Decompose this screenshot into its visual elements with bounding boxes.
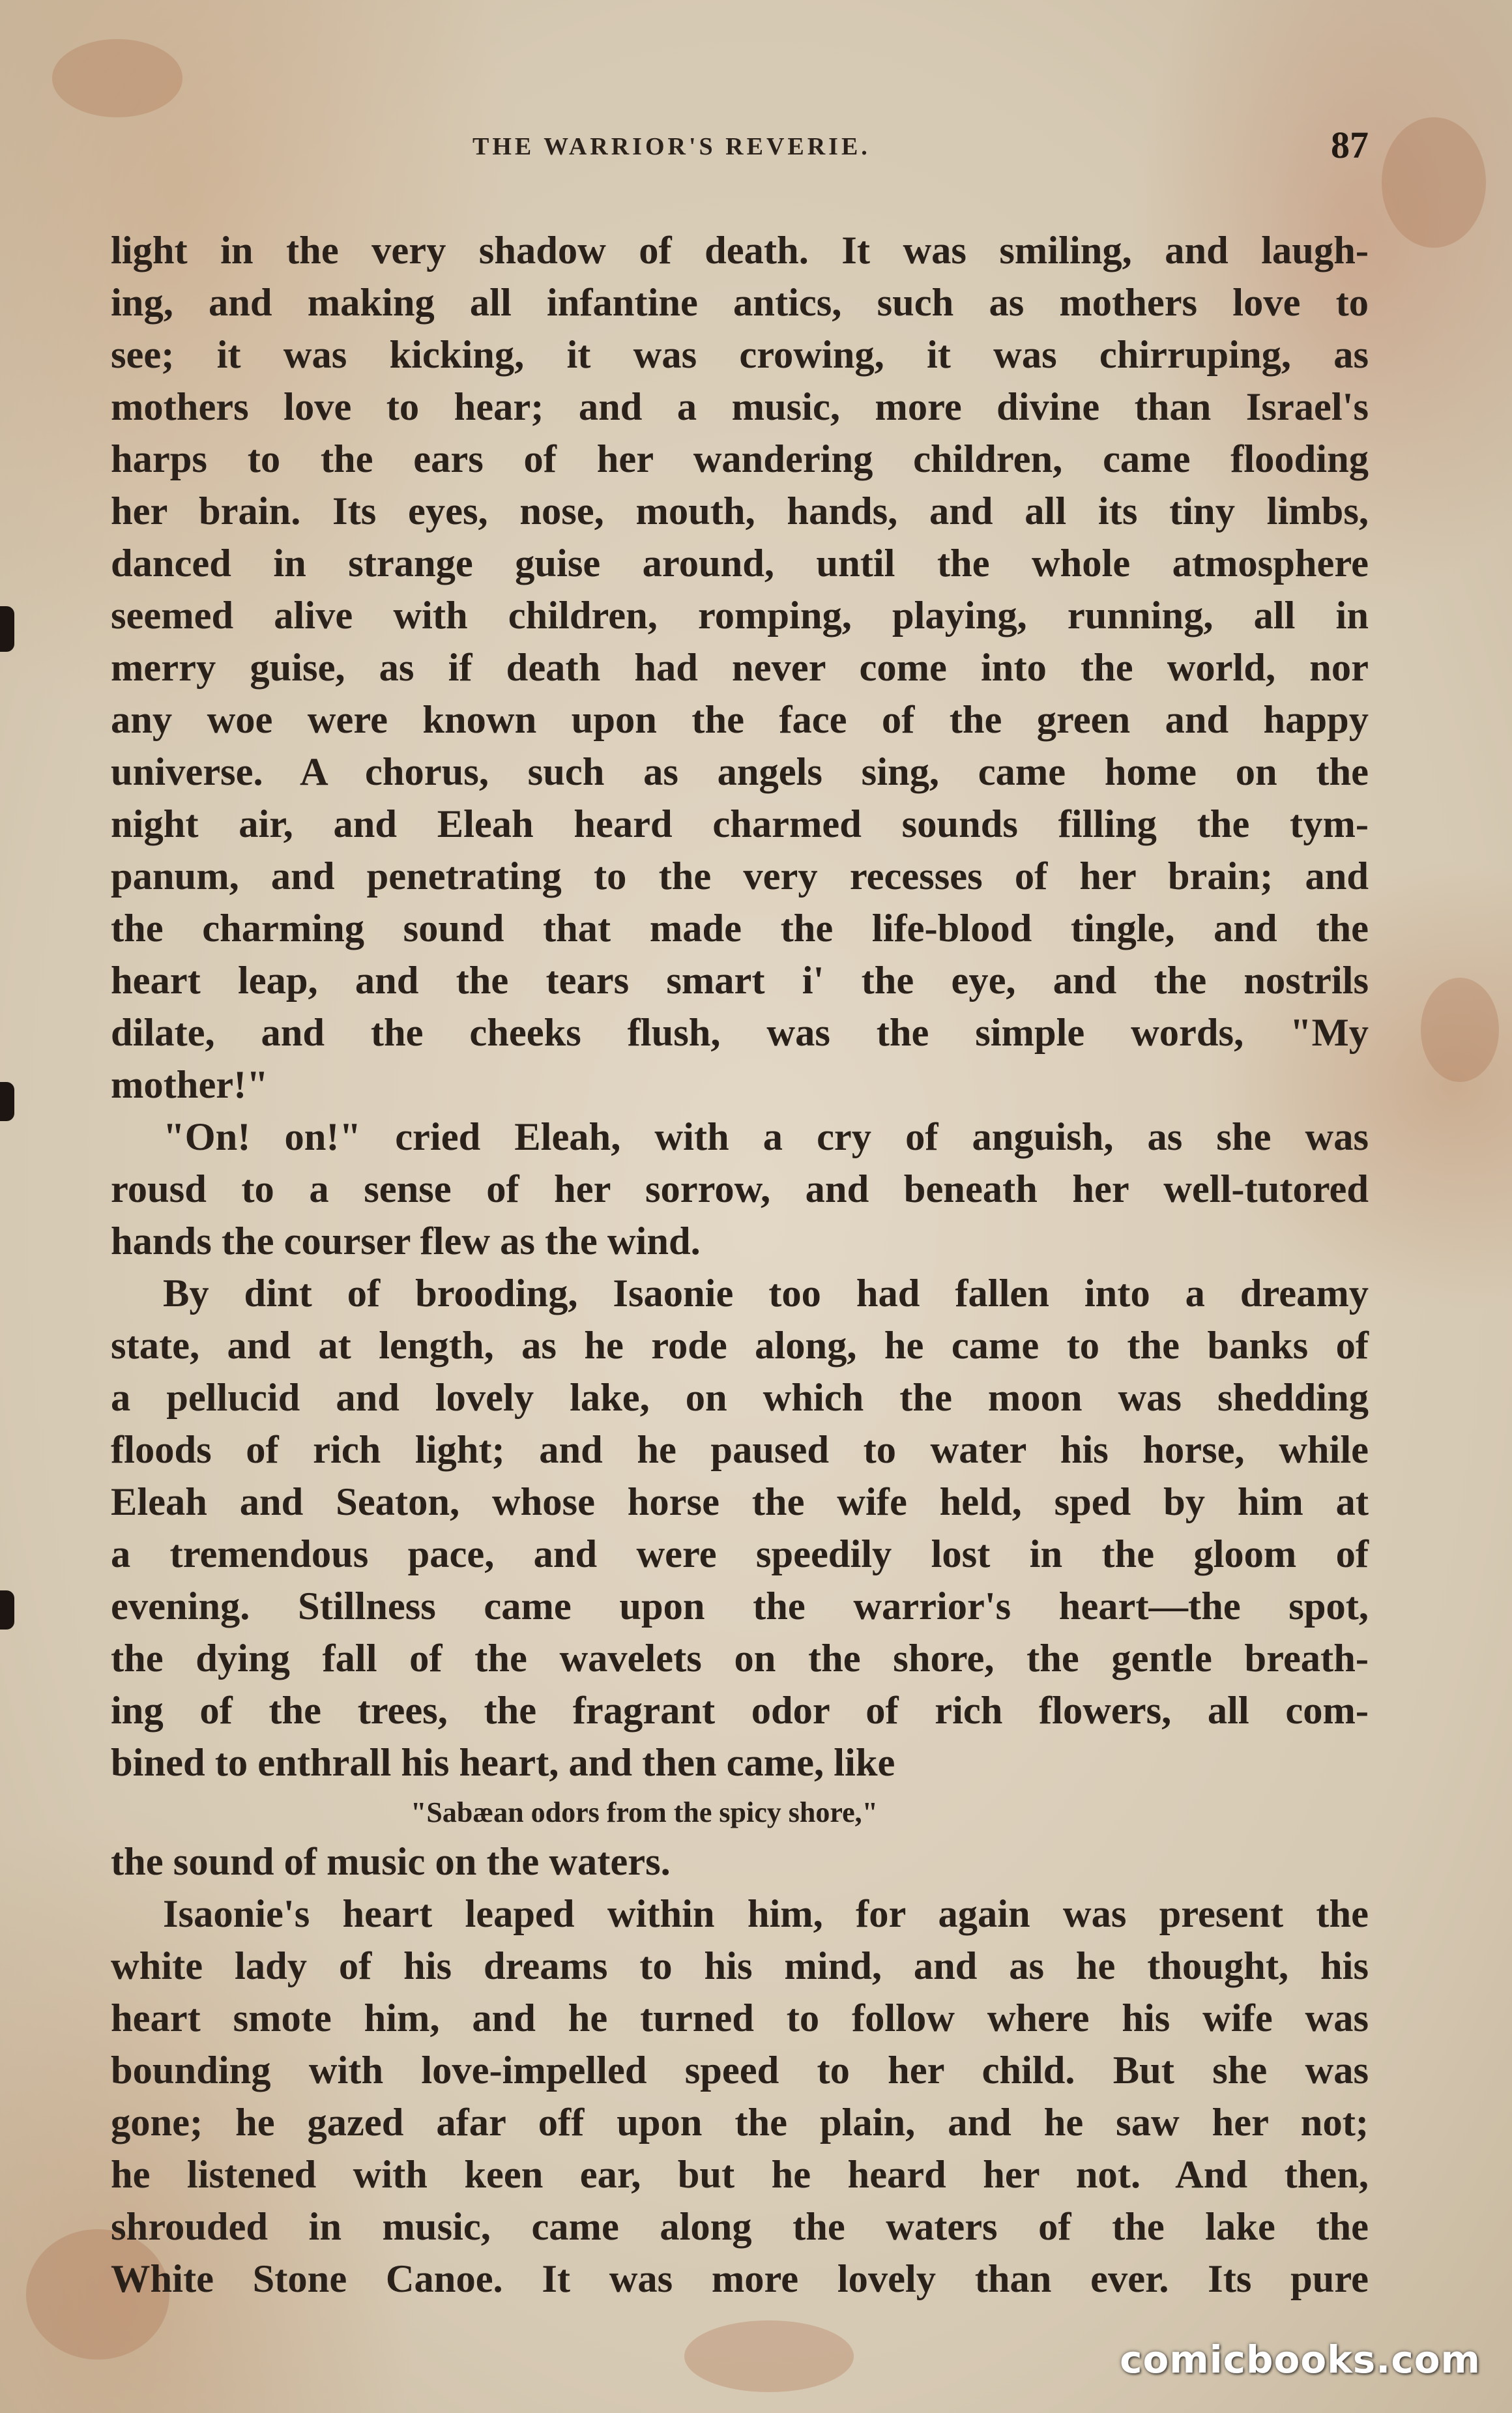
page-tear-mark	[0, 1082, 14, 1121]
text-line: ing, and making all infantine antics, such as mothers love to	[111, 281, 1369, 325]
text-line: seemed alive with children, romping, playing, running, all in	[111, 594, 1369, 637]
running-head: THE WARRIOR'S REVERIE.	[472, 133, 871, 160]
quotation-line: "Sabæan odors from the spicy shore,"	[411, 1796, 879, 1828]
text-line: heart smote him, and he turned to follow where his wife was	[111, 1996, 1369, 2040]
text-line: danced in strange guise around, until the whole atmosphere	[111, 542, 1369, 585]
text-line: state, and at length, as he rode along, he came to the banks of	[111, 1324, 1369, 1367]
text-line: panum, and penetrating to the very recesses of her brain; and	[111, 855, 1369, 898]
text-line: white lady of his dreams to his mind, and as he thought, his	[111, 1944, 1369, 1988]
text-line: Eleah and Seaton, whose horse the wife held, sped by him at	[111, 1480, 1369, 1524]
text-line: dilate, and the cheeks flush, was the simple words, "My	[111, 1011, 1369, 1055]
text-line: a tremendous pace, and were speedily lost in the gloom of	[111, 1532, 1369, 1576]
text-line: hands the courser flew as the wind.	[111, 1220, 701, 1263]
text-line: harps to the ears of her wandering children, came flooding	[111, 437, 1369, 481]
text-line: a pellucid and lovely lake, on which the moon was shedding	[111, 1376, 1369, 1420]
site-watermark: comicbooks.com	[1120, 2337, 1481, 2382]
page-number: 87	[1331, 124, 1369, 166]
text-line: any woe were known upon the face of the green and happy	[111, 698, 1369, 742]
text-line: gone; he gazed afar off upon the plain, and he saw her not;	[111, 2101, 1369, 2144]
text-line: light in the very shadow of death. It was smiling, and laugh-	[111, 229, 1369, 272]
page-tear-mark	[0, 1590, 14, 1630]
text-line: the dying fall of the wavelets on the shore, the gentle breath-	[111, 1637, 1369, 1680]
text-line: evening. Stillness came upon the warrior's heart—the spot,	[111, 1585, 1369, 1628]
text-line: mother!"	[111, 1063, 269, 1107]
text-line: shrouded in music, came along the waters of the lake the	[111, 2205, 1369, 2249]
stain-spot	[1382, 117, 1486, 248]
page-header	[111, 124, 1369, 173]
stain-spot	[684, 2320, 854, 2392]
text-line: bounding with love-impelled speed to her child. But she was	[111, 2049, 1369, 2092]
text-line: mothers love to hear; and a music, more divine than Israel's	[111, 385, 1369, 429]
text-line: "On! on!" cried Eleah, with a cry of anguish, as she was	[163, 1115, 1369, 1159]
text-line: merry guise, as if death had never come into the world, nor	[111, 646, 1369, 690]
text-line: he listened with keen ear, but he heard her not. And then,	[111, 2153, 1369, 2197]
text-line: floods of rich light; and he paused to water his horse, while	[111, 1428, 1369, 1472]
text-line: her brain. Its eyes, nose, mouth, hands, and all its tiny limbs,	[111, 490, 1369, 533]
body-text	[111, 225, 1369, 2305]
text-line: the sound of music on the waters.	[111, 1840, 671, 1884]
text-line: Isaonie's heart leaped within him, for again was present the	[163, 1892, 1369, 1936]
text-line: night air, and Eleah heard charmed sounds filling the tym-	[111, 802, 1369, 846]
text-line: heart leap, and the tears smart i' the eye, and the nostrils	[111, 959, 1369, 1002]
text-line: White Stone Canoe. It was more lovely than ever. Its pure	[111, 2257, 1369, 2301]
text-line: ing of the trees, the fragrant odor of rich flowers, all com-	[111, 1689, 1369, 1733]
text-line: bined to enthrall his heart, and then came, like	[111, 1741, 895, 1785]
page-tear-mark	[0, 606, 14, 652]
text-line: the charming sound that made the life-blood tingle, and the	[111, 907, 1369, 950]
text-line: By dint of brooding, Isaonie too had fallen into a dreamy	[163, 1272, 1369, 1315]
text-line: rousd to a sense of her sorrow, and beneath her well-tutored	[111, 1167, 1369, 1211]
stain-spot	[52, 39, 182, 117]
stain-spot	[1421, 978, 1499, 1082]
text-line: see; it was kicking, it was crowing, it was chirruping, as	[111, 333, 1369, 377]
text-line: universe. A chorus, such as angels sing, came home on the	[111, 750, 1369, 794]
